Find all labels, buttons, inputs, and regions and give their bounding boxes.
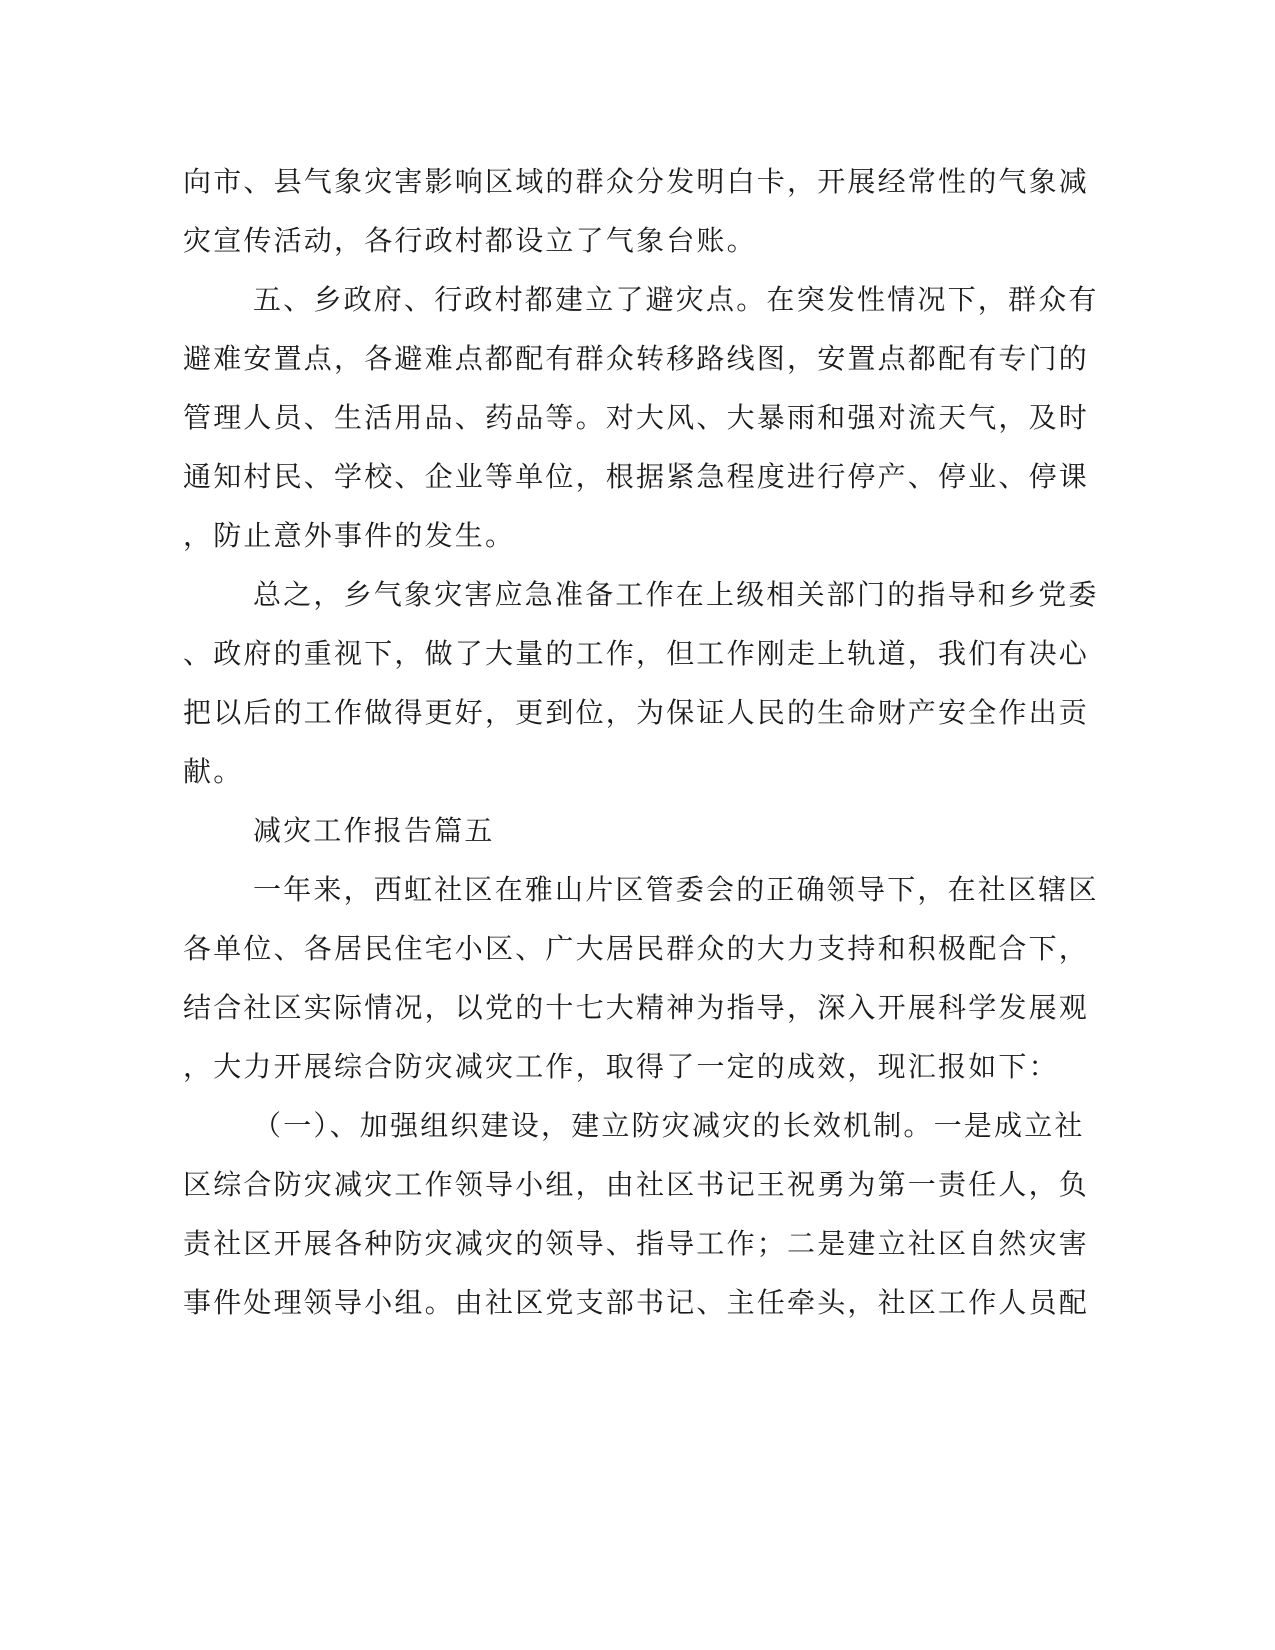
text-line: 各单位、各居民住宅小区、广大居民群众的大力支持和积极配合下，: [183, 932, 1090, 965]
text-line: 管理人员、生活用品、药品等。对大风、大暴雨和强对流天气，及时: [183, 401, 1090, 434]
text-line: 把以后的工作做得更好，更到位，为保证人民的生命财产安全作出贡: [183, 696, 1090, 729]
text-line: 灾宣传活动，各行政村都设立了气象台账。: [183, 224, 757, 257]
text-line: 通知村民、学校、企业等单位，根据紧急程度进行停产、停业、停课: [183, 460, 1090, 493]
text-line: 责社区开展各种防灾减灾的领导、指导工作；二是建立社区自然灾害: [183, 1227, 1090, 1260]
text-line: 向市、县气象灾害影响区域的群众分发明白卡，开展经常性的气象减: [183, 165, 1090, 198]
text-line: 事件处理领导小组。由社区党支部书记、主任牵头，社区工作人员配: [183, 1286, 1090, 1319]
section-heading: 减灾工作报告篇五: [253, 814, 495, 847]
text-line: 结合社区实际情况，以党的十七大精神为指导，深入开展科学发展观: [183, 991, 1090, 1024]
text-line: 区综合防灾减灾工作领导小组，由社区书记王祝勇为第一责任人，负: [183, 1168, 1090, 1201]
paragraph-first-line: 五、乡政府、行政村都建立了避灾点。在突发性情况下，群众有: [253, 283, 1099, 316]
paragraph-first-line: 总之，乡气象灾害应急准备工作在上级相关部门的指导和乡党委: [253, 578, 1099, 611]
paragraph-first-line: （一）、加强组织建设，建立防灾减灾的长效机制。一是成立社: [253, 1109, 1085, 1142]
text-line: 避难安置点，各避难点都配有群众转移路线图，安置点都配有专门的: [183, 342, 1090, 375]
text-line: ，防止意外事件的发生。: [183, 519, 516, 552]
paragraph-first-line: 一年来，西虹社区在雅山片区管委会的正确领导下，在社区辖区: [253, 873, 1099, 906]
text-line: ，大力开展综合防灾减灾工作，取得了一定的成效，现汇报如下：: [183, 1050, 1059, 1083]
text-line: 献。: [183, 755, 244, 788]
text-line: 、政府的重视下，做了大量的工作，但工作刚走上轨道，我们有决心: [183, 637, 1090, 670]
document-page: [183, 152, 1099, 1332]
